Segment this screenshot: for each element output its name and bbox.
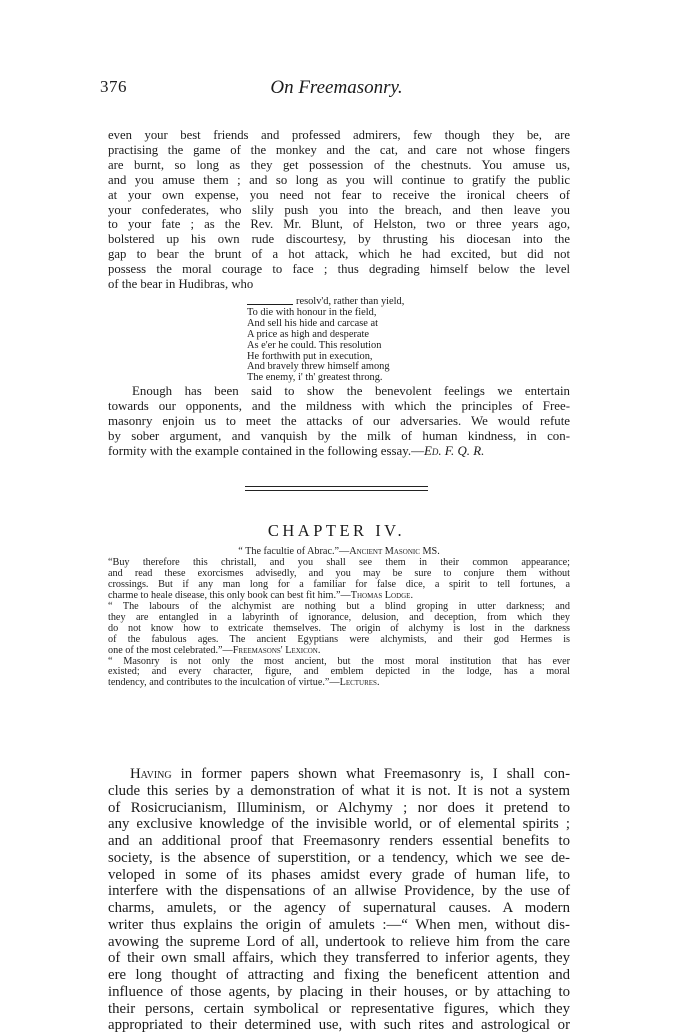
intro-line: practising the game of the monkey and the cat, and care not whose fingers	[108, 142, 570, 157]
epigraph-source: Thomas Lodge.	[350, 589, 413, 601]
closing-last-text: formity with the example contained in the following essay.—	[108, 444, 424, 459]
verse-line: To die with honour in the field,	[247, 306, 377, 318]
body-line: any exclusive knowledge of the invisible world, or of elemental spirits ;	[108, 816, 570, 833]
body-line: of their own small affairs, which they transferred to inferior agents, they	[108, 950, 570, 967]
verse-line: The enemy, i' th' greatest throng.	[247, 372, 383, 384]
editor-signature: Ed. F. Q. R.	[423, 444, 485, 459]
body-line: appropriated to their determined use, with such rites and astrological or	[108, 1017, 570, 1034]
epigraph-line: and read these exorcismes advisedly, and you may be sure to conjure them without	[108, 567, 570, 579]
intro-line: to your fate ; as the Rev. Mr. Blunt, of Helston, two or three years ago,	[108, 217, 570, 232]
intro-line: bolstered up his own rude discourtesy, by thrusting his diocesan into the	[108, 232, 570, 247]
body-line: of Rosicrucianism, Illuminism, or Alchymy ; nor does it pretend to	[108, 799, 570, 816]
epigraph-source: Freemasons' Lexicon.	[232, 644, 321, 656]
verse-line-text: resolv'd, rather than yield,	[296, 296, 405, 307]
epigraph-quote: “ The facultie of Abrac.”—	[238, 546, 350, 557]
verse-line: And bravely threw himself among	[247, 361, 390, 373]
hudibras-verse	[247, 297, 404, 384]
intro-line: your confederates, who slily push you into the breach, and then leave you	[108, 202, 570, 217]
verse-line: He forthwith put in execution,	[247, 350, 373, 362]
intro-line: gap to bear the brunt of a hot attack, which he had excited, but did not	[108, 247, 570, 262]
verse-line: As e'er he could. This resolution	[247, 339, 382, 351]
intro-line: of the bear in Hudibras, who	[108, 277, 254, 292]
body-first-word: Having	[130, 766, 172, 782]
body-line	[108, 766, 570, 783]
page-number: 376	[100, 77, 127, 96]
epigraph-line: “Buy therefore this christall, and you shall see them in their common appearance;	[108, 556, 570, 568]
body-line: avowing the supreme Lord of all, undertook to relieve him from the care	[108, 933, 570, 950]
verse-line: A price as high and desperate	[247, 328, 370, 340]
body-line: writer thus explains the origin of amulets :—“ When men, without dis-	[108, 916, 570, 933]
verse-line: And sell his hide and carcase at	[247, 317, 378, 329]
intro-line: and you amuse them ; and so long as you will continue to gratify the public	[108, 172, 570, 187]
epigraph-line: existed; and every character, figure, and emblem depicted in the lodge, has a moral	[108, 666, 570, 678]
closing-paragraph	[108, 384, 570, 459]
chapter-body	[108, 766, 570, 1034]
epigraph-text: one of the most celebrated.”—	[108, 644, 233, 656]
section-rule	[245, 490, 428, 491]
epigraphs	[108, 547, 570, 689]
body-line: their persons, certain symbolical or representative figures, which they	[108, 1000, 570, 1017]
epigraph-source: Lectures.	[339, 677, 380, 689]
running-title: On Freemasonry.	[270, 77, 403, 98]
epigraph-source: Ancient Masonic MS.	[349, 546, 440, 557]
body-line: charms, amulets, or the agency of supernatural causes. A modern	[108, 900, 570, 916]
body-line: clude this series by a demonstration of what it is not. It is not a system	[108, 782, 570, 799]
closing-line: by sober argument, and vanquish by the milk of human kindness, in con-	[108, 429, 570, 444]
epigraph-line: “ Masonry is not only the most ancient, but the most moral institution that has ever	[108, 655, 570, 667]
intro-line: are burnt, so long as they get possession of the chestnuts. You amuse us,	[108, 157, 570, 172]
epigraph-line: “ The labours of the alchymist are nothing but a blind groping in utter darkness; and	[108, 600, 570, 612]
verse-dash	[247, 298, 293, 305]
epigraph-line	[108, 678, 570, 689]
epigraph-line: crossings. But if any man long for a familiar for false dice, a spirit to tell fortunes, a	[108, 578, 570, 590]
intro-line: even your best friends and professed admirers, few though they be, are	[108, 128, 570, 142]
epigraph-text: tendency, and contributes to the inculcation of virtue.”—	[108, 677, 340, 689]
closing-line	[108, 444, 570, 459]
section-rule	[245, 486, 428, 487]
page-header	[100, 77, 573, 101]
intro-line: at your own expense, you need not fear to receive the ironical cheers of	[108, 187, 570, 202]
closing-line: masonry enjoin us to meet the attacks of our adversaries. We would refute	[108, 414, 570, 429]
epigraph-line: do not know how to extricate themselves. The origin of alchymy is lost in the darkness	[108, 622, 570, 634]
epigraph-line	[108, 646, 570, 657]
intro-line: possess the moral courage to face ; thus degrading himself below the level	[108, 262, 570, 277]
body-line: ere long thought of attracting and fixing the beneficent attention and	[108, 967, 570, 983]
body-line: interfere with the dispensations of an allwise Providence, by the use of	[108, 883, 570, 900]
body-line: influence of those agents, by placing in their houses, or by attaching to	[108, 983, 570, 1000]
chapter-heading: CHAPTER IV.	[267, 521, 406, 540]
epigraph-line: of the fabulous ages. The ancient Egyptians were alchymists, and their god Hermes is	[108, 633, 570, 645]
epigraph-line: they are entangled in a labyrinth of ignorance, delusion, and deception, from which they	[108, 611, 570, 623]
epigraph-text: charme to heale disease, this only book can best fit him.”—	[108, 589, 351, 601]
body-line: and an additional proof that Freemasonry renders essential benefits to	[108, 833, 570, 849]
body-line: society, is the absence of superstition, or a tendency, which we see de-	[108, 849, 570, 866]
intro-paragraph	[108, 128, 570, 292]
body-line: veloped in some of its phases amidst every grade of human life, to	[108, 866, 570, 883]
closing-line: towards our opponents, and the mildness with which the principles of Free-	[108, 399, 570, 414]
body-line-text: in former papers shown what Freemasonry is, I shall con-	[171, 766, 570, 782]
closing-line: Enough has been said to show the benevolent feelings we entertain	[132, 384, 570, 398]
